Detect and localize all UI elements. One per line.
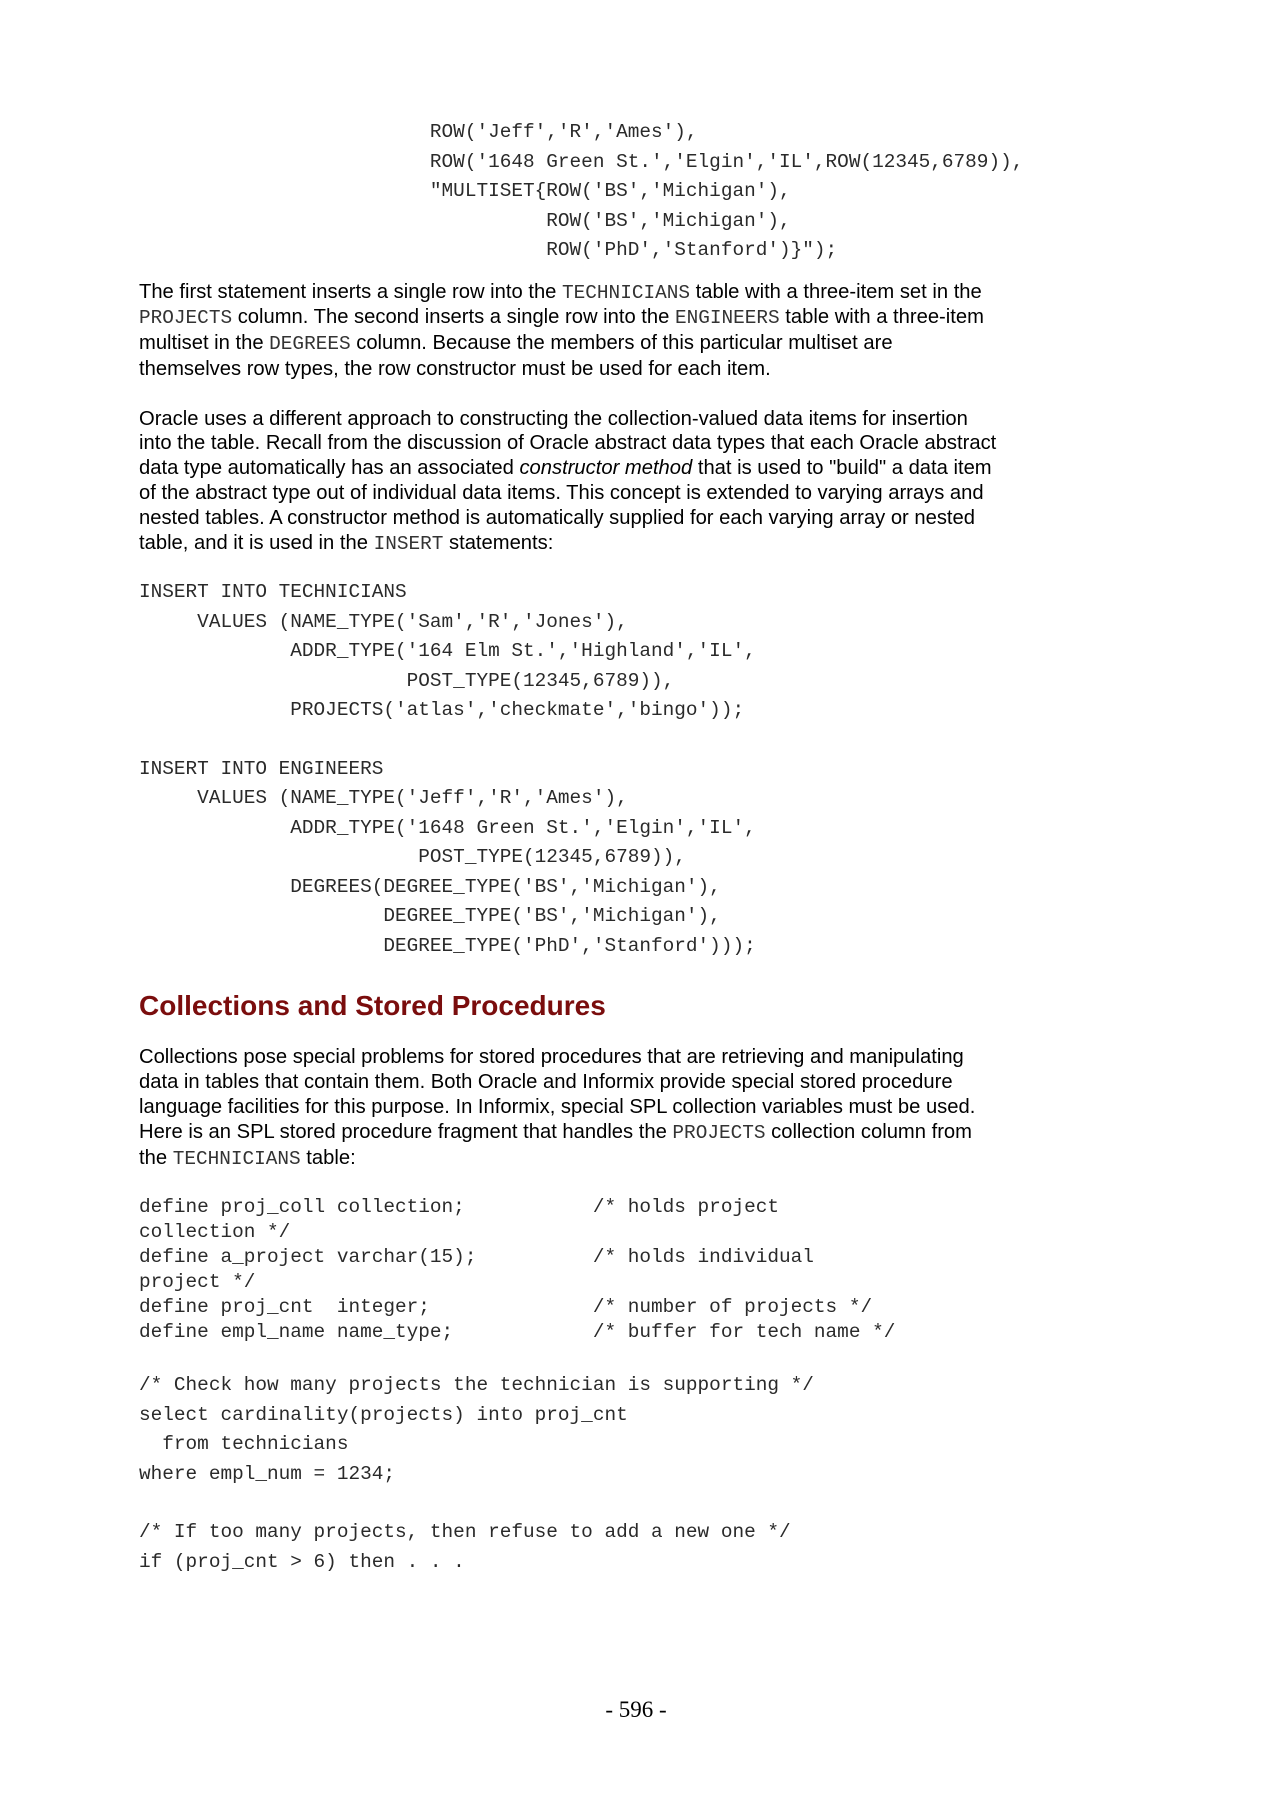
document-page <box>139 118 1024 1577</box>
text: Oracle uses a different approach to constructing the collection-valued data items for insertion into the table. Recall from the discussion of Oracle abstract data types that each Oracle abstract data type automatically has an associated <box>139 407 997 480</box>
text: that is used to "build" a data item of the abstract type out of individual data items. This concept is extended to varying arrays and nested tables. A constructor method is automatically supplied for each varying array or nested table, and it is used in the <box>139 457 992 554</box>
text: table with a three-item set in the <box>690 280 982 303</box>
code-term: PROJECTS <box>139 307 233 330</box>
paragraph-oracle-approach <box>139 407 999 557</box>
text: column. Because the members of this particular multiset are themselves row types, the row constructor must be used for each item. <box>139 332 893 380</box>
text: table with a three-item multiset in the <box>139 306 984 355</box>
paragraph-collections-procedures <box>139 1045 999 1171</box>
code-term: DEGREES <box>269 333 351 356</box>
code-term: PROJECTS <box>672 1121 766 1144</box>
text: Collections pose special problems for stored procedures that are retrieving and manipulating data in tables that contain them. Both Oracle and Informix provide special stored procedure language facilities for this purpose. In Informix, special SPL collection variables must be used. Here is an SPL stored procedure fragment that handles the <box>139 1046 976 1143</box>
text: collection column from the <box>139 1120 972 1169</box>
code-select-cardinality: /* Check how many projects the technician is supporting */ select cardinality(projects) into proj_cnt from technicians where empl_num = 1234; <box>139 1374 814 1485</box>
text: statements: <box>443 531 554 554</box>
text: table: <box>300 1146 356 1169</box>
code-continuation-block: ROW('Jeff','R','Ames'), ROW('1648 Green St.','Elgin','IL',ROW(12345,6789)), "MULTISET{ROW('BS','Michigan'), ROW('BS','Michigan'), ROW('PhD','Stanford')}"); <box>429 121 1024 261</box>
section-heading: Collections and Stored Procedures <box>139 990 606 1022</box>
code-term: INSERT <box>373 532 444 555</box>
code-insert-technicians: INSERT INTO TECHNICIANS VALUES (NAME_TYPE('Sam','R','Jones'), ADDR_TYPE('164 Elm St.','Highland','IL', POST_TYPE(12345,6789)), PROJECTS('atlas','checkmate','bingo')); <box>139 581 756 722</box>
page-number: - 596 - <box>605 1697 667 1722</box>
text: column. The second inserts a single row into the <box>232 306 675 329</box>
code-if-check: /* If too many projects, then refuse to add a new one */ if (proj_cnt > 6) then . . . <box>139 1521 791 1573</box>
code-term: TECHNICIANS <box>172 1147 301 1170</box>
code-term: ENGINEERS <box>674 307 780 330</box>
code-term: TECHNICIANS <box>562 281 691 304</box>
text: The first statement inserts a single row into the <box>139 280 563 303</box>
paragraph-insert-explanation <box>139 280 999 382</box>
emphasis: constructor method <box>519 457 693 480</box>
code-insert-engineers: INSERT INTO ENGINEERS VALUES (NAME_TYPE('Jeff','R','Ames'), ADDR_TYPE('1648 Green St.','Elgin','IL', POST_TYPE(12345,6789)), DEGREES(DEGREE_TYPE('BS','Michigan'), DEGREE_TYPE('BS','Michigan'), DEGREE_TYPE('PhD','Stanford'))); <box>139 757 756 957</box>
code-define-variables: define proj_coll collection; /* holds project collection */ define a_project varchar(15); /* holds individual project */ define proj_cnt integer; /* number of projects */ define empl_name name_type; /* buffer for tech name */ <box>139 1196 896 1344</box>
